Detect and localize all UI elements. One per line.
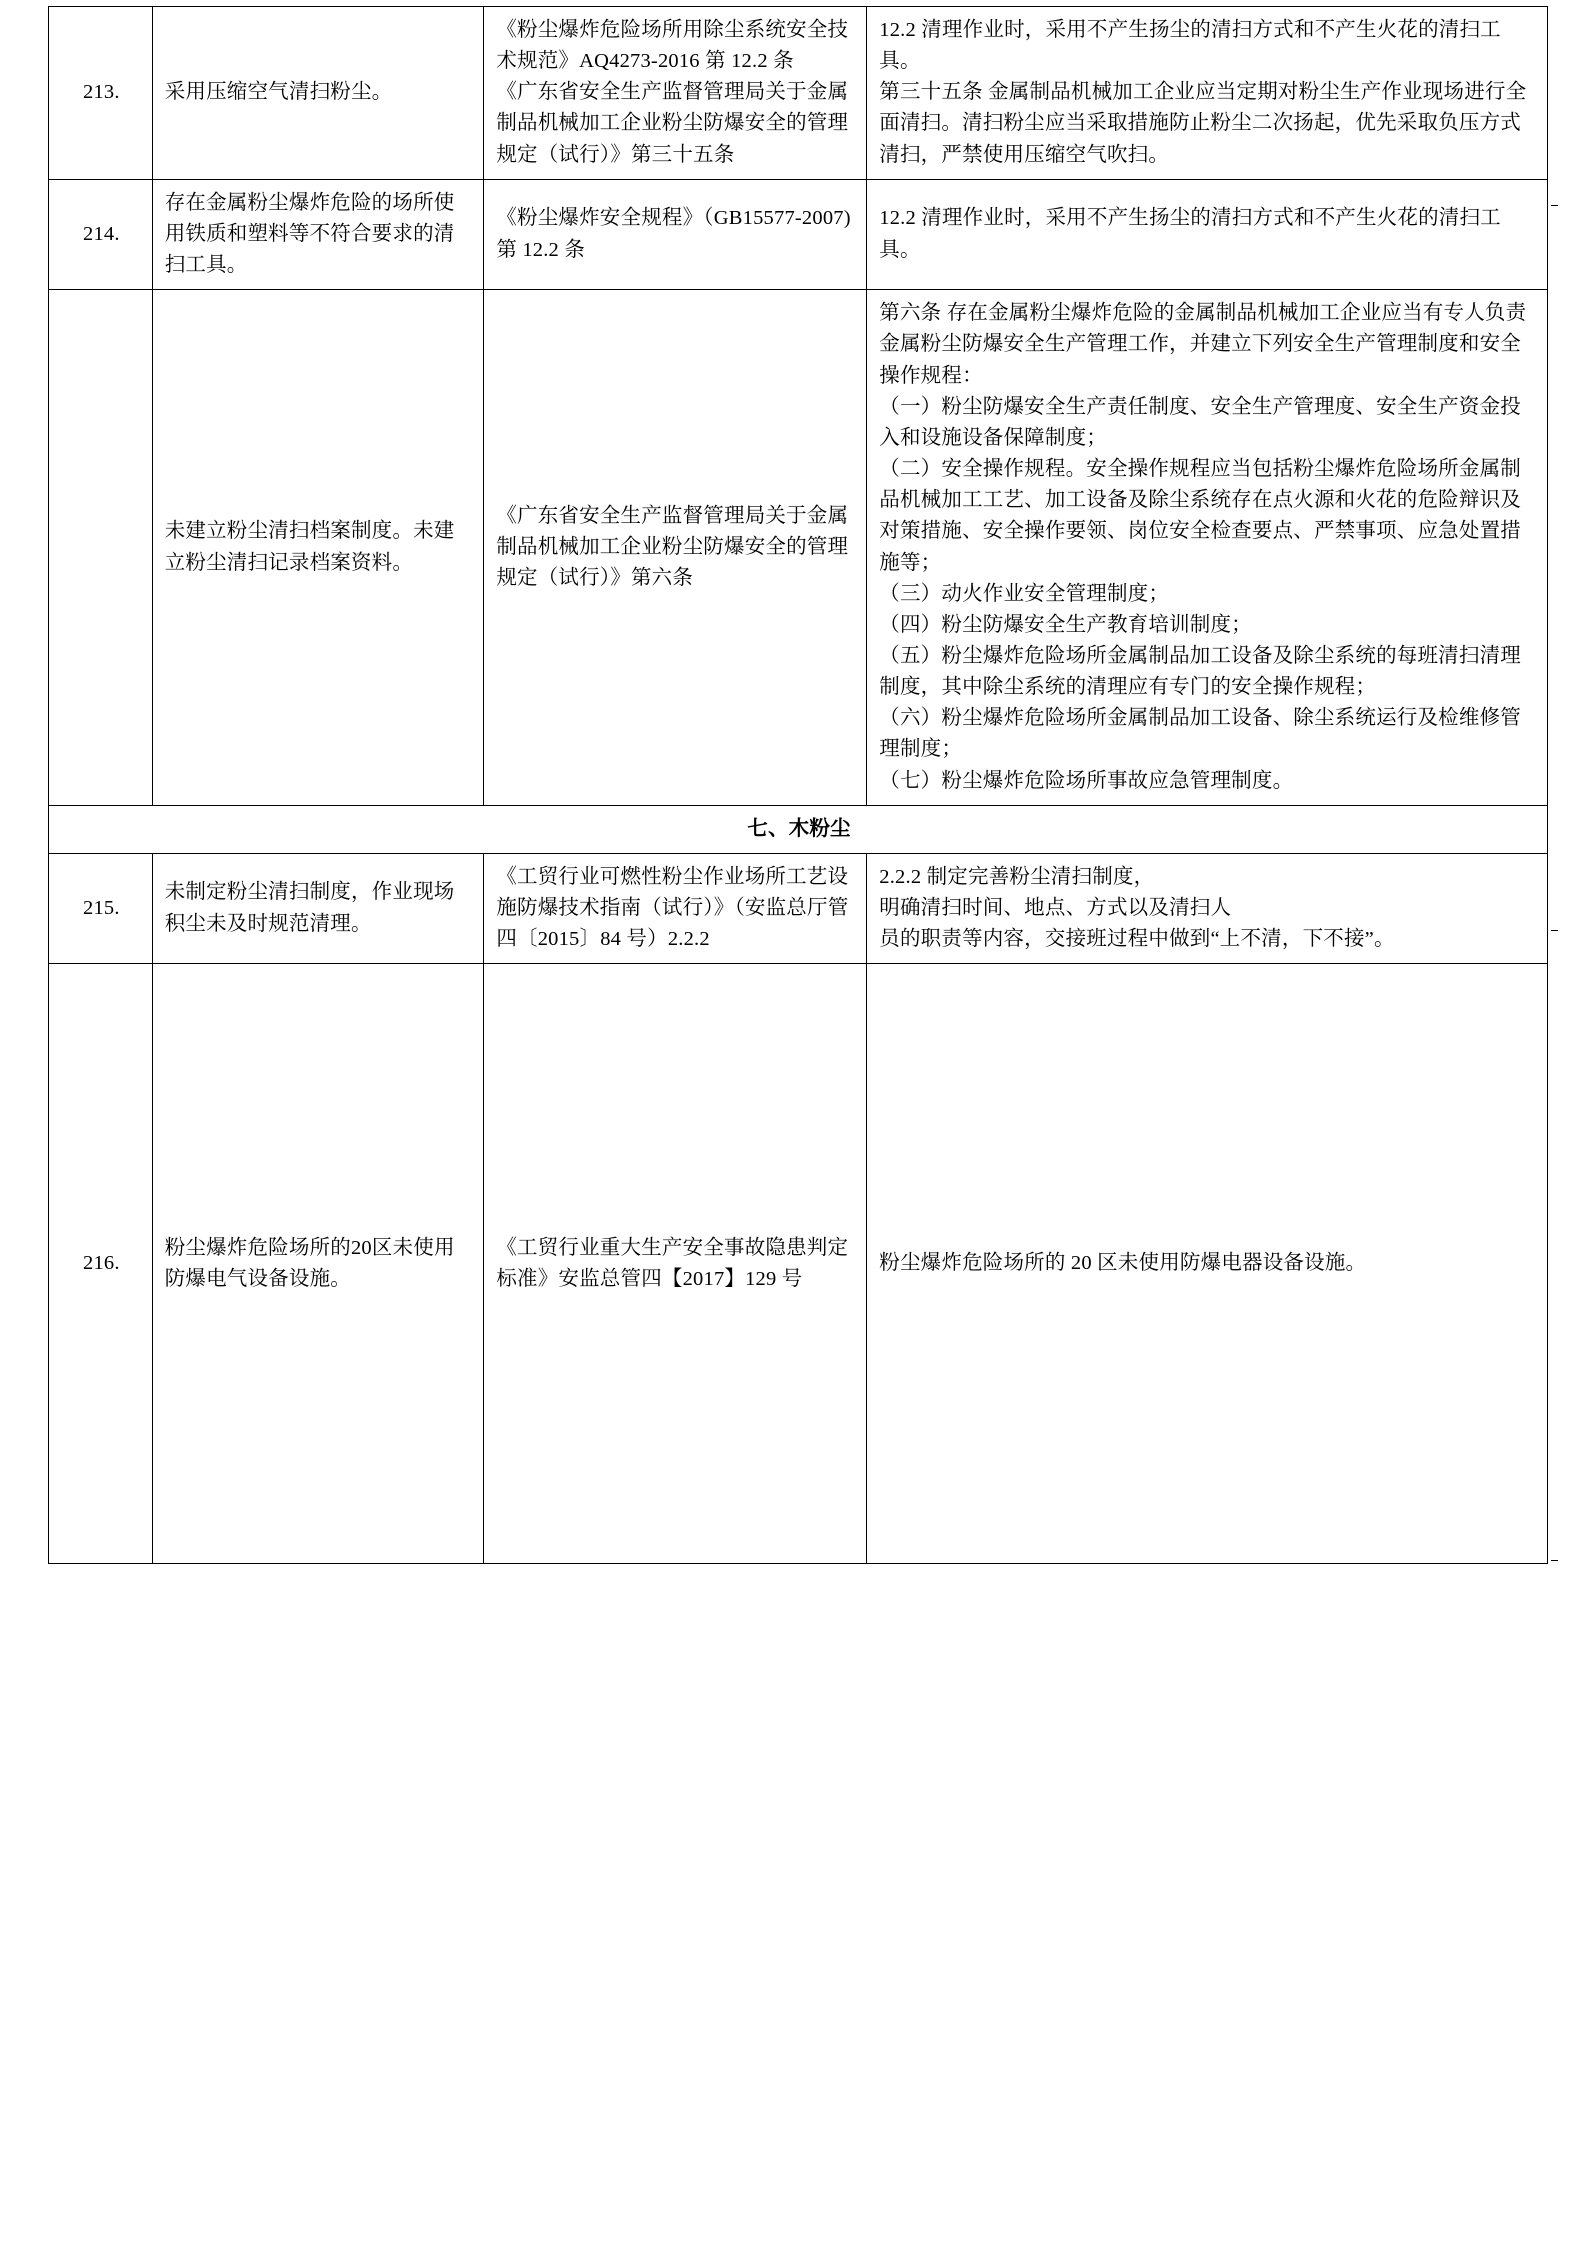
row-description-cell [867,179,1548,289]
description-text: （五）粉尘爆炸危险场所金属制品加工设备及除尘系统的每班清扫清理制度，其中除尘系统的清理应有专门的安全操作规程； [879,644,1521,699]
row-number-cell: 214. [49,179,153,289]
item-text: 未制定粉尘清扫制度，作业现场积尘未及时规范清理。 [164,881,455,935]
row-item-cell [152,7,484,180]
table-row [49,179,1548,289]
row-number-cell: 213. [49,7,153,180]
row-item-cell [152,290,484,806]
row-item-cell [152,853,484,963]
table-row [49,964,1548,1564]
row-description-cell [867,7,1548,180]
row-basis-cell [484,179,867,289]
row-basis-cell [484,964,867,1564]
item-text: 存在金属粉尘爆炸危险的场所使用铁质和塑料等不符合要求的清扫工具。 [164,191,455,277]
basis-text: 《广东省安全生产监督管理局关于金属制品机械加工企业粉尘防爆安全的管理规定（试行）》第三十五条 [496,81,849,166]
basis-text: 《工贸行业可燃性粉尘作业场所工艺设施防爆技术指南（试行）》（安监总厅管四〔2015〕84 号）2.2.2 [496,865,849,951]
row-basis-cell [484,7,867,180]
row-basis-cell [484,853,867,963]
section-heading-row [49,805,1548,853]
description-text: 粉尘爆炸危险场所的 20 区未使用防爆电器设备设施。 [879,1252,1367,1275]
item-text: 未建立粉尘清扫档案制度。未建立粉尘清扫记录档案资料。 [164,520,455,574]
row-description-cell [867,290,1548,806]
row-number-cell [49,290,153,806]
description-text: 明确清扫时间、地点、方式以及清扫人 [879,897,1232,920]
row-item-cell [152,179,484,289]
description-text: 员的职责等内容，交接班过程中做到“上不清，下不接”。 [879,928,1395,951]
row-description-cell [867,964,1548,1564]
description-text: 12.2 清理作业时，采用不产生扬尘的清扫方式和不产生火花的清扫工具。 [879,19,1501,73]
basis-text: 《广东省安全生产监督管理局关于金属制品机械加工企业粉尘防爆安全的管理规定（试行）》第六条 [496,504,849,590]
page-edge-marks [1551,0,1559,2245]
description-text: 第三十五条 金属制品机械加工企业应当定期对粉尘生产作业现场进行全面清扫。清扫粉尘应当采取措施防止粉尘二次扬起，优先采取负压方式清扫，严禁使用压缩空气吹扫。 [879,81,1527,166]
description-text: 第六条 存在金属粉尘爆炸危险的金属制品机械加工企业应当有专人负责金属粉尘防爆安全生产管理工作，并建立下列安全生产管理制度和安全操作规程： [879,302,1527,387]
description-text: （三）动火作业安全管理制度； [879,582,1170,605]
table-row [49,7,1548,180]
basis-text: 《工贸行业重大生产安全事故隐患判定标准》安监总管四【2017】129 号 [496,1236,849,1290]
row-item-cell [152,964,484,1564]
description-text: （一）粉尘防爆安全生产责任制度、安全生产管理度、安全生产资金投入和设施设备保障制度； [879,395,1521,449]
description-text: （七）粉尘爆炸危险场所事故应急管理制度。 [879,769,1294,792]
description-text: （六）粉尘爆炸危险场所金属制品加工设备、除尘系统运行及检维修管理制度； [879,707,1521,761]
row-basis-cell [484,290,867,806]
row-description-cell [867,853,1548,963]
section-heading: 七、木粉尘 [49,805,1548,853]
description-text: 2.2.2 制定完善粉尘清扫制度， [879,865,1155,888]
inspection-items-table [48,6,1548,1564]
basis-text: 《粉尘爆炸安全规程》（GB15577-2007)第 12.2 条 [496,207,851,261]
description-text: （二）安全操作规程。安全操作规程应当包括粉尘爆炸危险场所金属制品机械加工工艺、加工设备及除尘系统存在点火源和火花的危险辩识及对策措施、安全操作要领、岗位安全检查要点、严禁事项、应急处置措施等； [879,458,1521,574]
table-row [49,290,1548,806]
row-number-cell: 215. [49,853,153,963]
row-number-cell: 216. [49,964,153,1564]
table-body [49,7,1548,1564]
description-text: （四）粉尘防爆安全生产教育培训制度； [879,613,1252,636]
description-text: 12.2 清理作业时，采用不产生扬尘的清扫方式和不产生火花的清扫工具。 [879,207,1501,261]
basis-text: 《粉尘爆炸危险场所用除尘系统安全技术规范》AQ4273-2016 第 12.2 条 [496,19,849,73]
item-text: 粉尘爆炸危险场所的20区未使用防爆电气设备设施。 [164,1236,455,1290]
table-row [49,853,1548,963]
item-text: 采用压缩空气清扫粉尘。 [164,81,393,104]
